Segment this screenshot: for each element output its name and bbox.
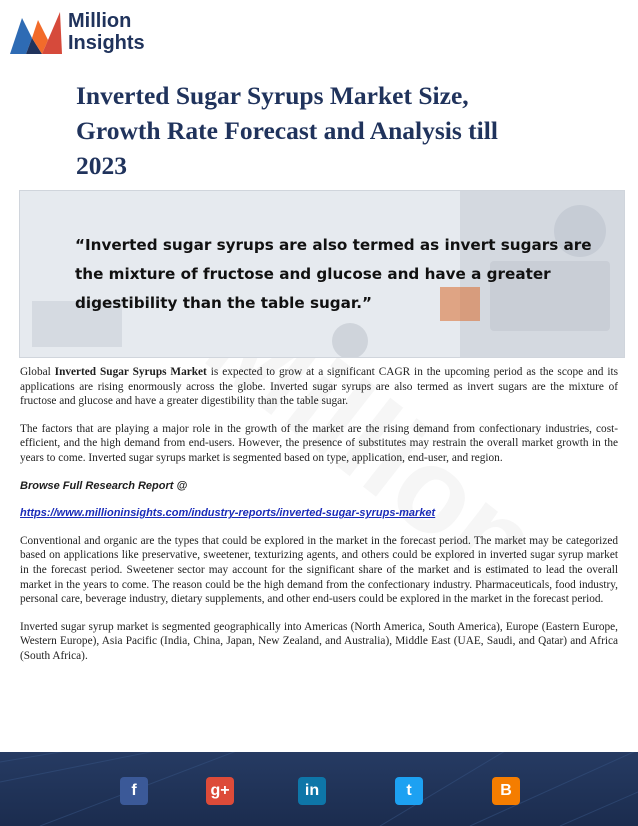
report-link-line [20, 506, 618, 521]
article-body [20, 365, 618, 677]
logo-line-1: Million [68, 10, 132, 32]
twitter-icon[interactable]: t [395, 777, 423, 805]
quote-text: “Inverted sugar syrups are also termed as invert sugars are the mixture of fructose and glucose and have a greater digestibility than the table sugar.” [75, 236, 592, 312]
paragraph-1-prefix: Global [20, 366, 55, 378]
quote-banner [19, 190, 625, 358]
browse-report-label: Browse Full Research Report @ [20, 479, 188, 492]
logo-line-2: Insights [68, 32, 145, 54]
blogger-icon[interactable]: B [492, 777, 520, 805]
logo-text [68, 10, 145, 54]
paragraph-4: Inverted sugar syrup market is segmented geographically into Americas (North America, South America), Europe (Eastern Europe, Western Europe), Asia Pacific (India, China, Japan, New Zealand, and Australia), Middle East (UAE, Saudi, and Qatar) and Africa (South Africa). [20, 620, 618, 662]
facebook-icon[interactable]: f [120, 777, 148, 805]
paragraph-1 [20, 365, 618, 409]
million-insights-logo[interactable] [8, 8, 178, 58]
paragraph-1-suffix: is expected to grow at a significant CAGR in the upcoming period as the scope and its applications are rising enormously across the globe. Inverted sugar syrups are also termed as invert sugars are the mixture of fructose and glucose and have a greater digestibility than the table sugar. [20, 366, 618, 408]
market-name: Inverted Sugar Syrups Market [54, 366, 207, 378]
paragraph-3: Conventional and organic are the types that could be explored in the market in the forecast period. The market may be categorized based on applications like preservative, sweetener, texturizing agents, and others could be explored in inverted sugar syrup market in the forecast period. Sweetener sector may account for the significant share of the market and is estimated to lead the overall market in the years to come. The reason could be the high demand from the confectionary industry. Pharmaceuticals, food industry, personal care, beverage industry, dietary supplements, and other end-users could be explored in the market in the forecast period. [20, 534, 618, 606]
google-plus-icon[interactable]: g+ [206, 777, 234, 805]
logo-mark-icon [8, 8, 64, 58]
report-link[interactable]: https://www.millioninsights.com/industry-reports/inverted-sugar-syrups-market [20, 507, 436, 520]
page-title: Inverted Sugar Syrups Market Size, Growth Rate Forecast and Analysis till 2023 [76, 81, 498, 180]
paragraph-2: The factors that are playing a major role in the growth of the market are the rising demand from confectionary industries, cost-efficient, and the high demand from end-users. However, the presence of substitutes may restrain the overall market growth in the years to come. Inverted sugar syrups market is segmented based on type, application, end-user, and region. [20, 422, 618, 464]
linkedin-icon[interactable]: in [298, 777, 326, 805]
